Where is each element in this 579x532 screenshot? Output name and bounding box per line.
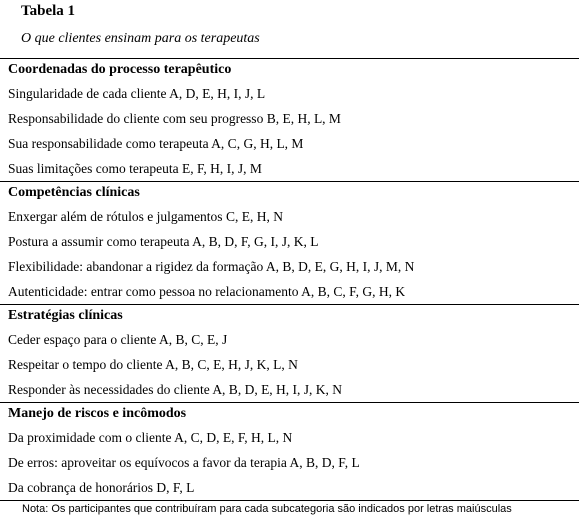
table-row: Postura a assumir como terapeuta A, B, D, F, G, I, J, K, L <box>8 234 319 249</box>
table-row: Enxergar além de rótulos e julgamentos C, E, H, N <box>8 209 283 224</box>
section-header: Estratégias clínicas <box>8 308 123 323</box>
table-row: Responder às necessidades do cliente A, B, D, E, H, I, J, K, N <box>8 382 343 397</box>
table-section <box>0 181 579 304</box>
table-row: Sua responsabilidade como terapeuta A, C, G, H, L, M <box>8 136 304 151</box>
table-row: Singularidade de cada cliente A, D, E, H, I, J, L <box>8 86 266 101</box>
table-row: Responsabilidade do cliente com seu progresso B, E, H, L, M <box>8 111 341 126</box>
table-row: Da cobrança de honorários D, F, L <box>8 480 195 495</box>
table-row: Autenticidade: entrar como pessoa no relacionamento A, B, C, F, G, H, K <box>8 284 406 299</box>
table-note: Nota: Os participantes que contribuíram para cada subcategoria são indicados por letras maiúsculas <box>22 503 512 515</box>
table-row: De erros: aproveitar os equívocos a favor da terapia A, B, D, F, L <box>8 455 360 470</box>
results-table <box>0 58 579 517</box>
table-section <box>0 304 579 402</box>
table-subtitle: O que clientes ensinam para os terapeutas <box>21 31 260 46</box>
table-title: Tabela 1 <box>21 3 76 19</box>
table-row: Da proximidade com o cliente A, C, D, E, F, H, L, N <box>8 430 293 445</box>
table-section <box>0 402 579 500</box>
table-row: Ceder espaço para o cliente A, B, C, E, J <box>8 332 228 347</box>
table-section <box>0 58 579 181</box>
table-row: Suas limitações como terapeuta E, F, H, I, J, M <box>8 161 262 176</box>
table-row: Flexibilidade: abandonar a rigidez da formação A, B, D, E, G, H, I, J, M, N <box>8 259 415 274</box>
section-header: Competências clínicas <box>8 185 140 200</box>
section-header: Coordenadas do processo terapêutico <box>8 62 232 77</box>
section-header: Manejo de riscos e incômodos <box>8 406 187 421</box>
table-row: Respeitar o tempo do cliente A, B, C, E, H, J, K, L, N <box>8 357 298 372</box>
